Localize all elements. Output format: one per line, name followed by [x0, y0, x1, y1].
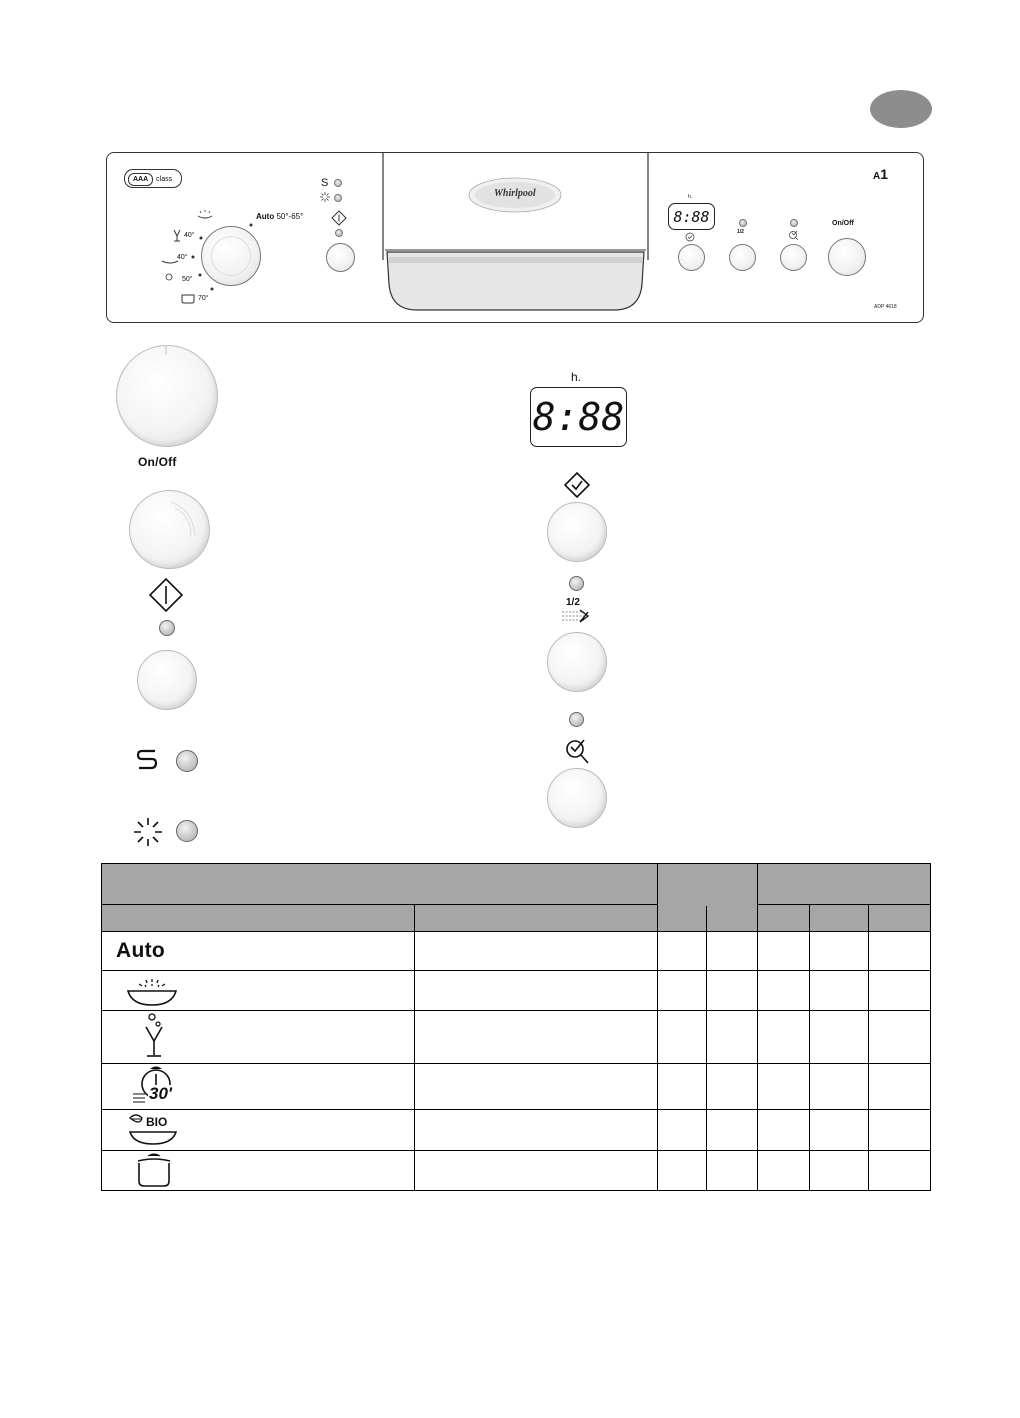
panel-display-value: 8:88 — [673, 207, 710, 226]
program-table — [101, 863, 931, 1191]
half-load-label: 1/2 — [566, 597, 580, 608]
delay-start-button[interactable] — [547, 502, 607, 562]
panel-auto-temp: 50°-65° — [276, 212, 304, 221]
energy-class-rating: AAA — [128, 173, 153, 186]
table-cell — [707, 1151, 758, 1191]
brand-logo: Whirlpool — [494, 188, 536, 199]
panel-temp-glass: 40° — [184, 232, 195, 239]
header-description — [415, 905, 658, 932]
panel-salt-lamp — [334, 179, 342, 187]
bio-label: BIO — [146, 1115, 168, 1129]
panel-delay-button[interactable] — [678, 244, 705, 271]
panel-auto-label — [256, 212, 303, 221]
panel-display — [668, 203, 715, 230]
table-cell — [658, 1151, 707, 1191]
hours-label: h. — [571, 370, 582, 384]
panel-temp-bio: 40° — [177, 254, 188, 261]
cancel-lamp — [569, 712, 584, 727]
salt-icon — [135, 747, 161, 773]
table-cell — [758, 1064, 810, 1110]
table-row — [102, 1064, 931, 1110]
start-button[interactable] — [137, 650, 197, 710]
language-indicator — [870, 90, 932, 128]
table-cell — [810, 1110, 869, 1151]
table-row — [102, 1110, 931, 1151]
table-cell — [707, 1064, 758, 1110]
table-row — [102, 1151, 931, 1191]
rapid-label: 30' — [149, 1084, 172, 1103]
table-cell — [415, 932, 658, 971]
table-header-row-1 — [102, 864, 931, 905]
intensive-pot-icon — [134, 1151, 194, 1190]
table-cell — [658, 971, 707, 1011]
table-cell — [810, 1151, 869, 1191]
table-cell — [707, 971, 758, 1011]
program-intensive-cell — [102, 1151, 415, 1191]
table-row — [102, 932, 931, 971]
program-prewash-cell — [102, 971, 415, 1011]
half-load-icon — [560, 608, 594, 624]
table-cell — [869, 1151, 931, 1191]
time-display-value: 8:88 — [532, 395, 625, 439]
panel-door — [382, 152, 649, 312]
table-cell — [415, 1064, 658, 1110]
panel-start-icon — [331, 210, 347, 226]
start-lamp — [159, 620, 175, 636]
table-cell — [758, 1011, 810, 1064]
table-cell — [415, 1011, 658, 1064]
table-cell — [869, 1064, 931, 1110]
table-cell — [658, 1110, 707, 1151]
energy-class-text: class — [156, 176, 173, 183]
start-icon — [148, 577, 184, 613]
onoff-knob[interactable] — [116, 345, 218, 447]
table-cell — [869, 932, 931, 971]
panel-cancel-button[interactable] — [780, 244, 807, 271]
panel-halfload-label: 1/2 — [737, 229, 744, 235]
table-cell — [707, 1011, 758, 1064]
table-cell — [869, 1011, 931, 1064]
table-cell — [758, 1151, 810, 1191]
header-program-group — [102, 864, 658, 905]
panel-halfload-button[interactable] — [729, 244, 756, 271]
header-program — [102, 905, 415, 932]
panel-halfload-lamp — [739, 219, 747, 227]
prewash-icon — [122, 971, 182, 1010]
table-row — [102, 971, 931, 1011]
table-cell — [810, 1011, 869, 1064]
program-selector-grip — [129, 490, 208, 567]
rinse-aid-icon — [132, 816, 164, 848]
panel-badge: A1 — [873, 166, 889, 182]
table-cell — [707, 1110, 758, 1151]
table-cell — [758, 932, 810, 971]
onoff-label: On/Off — [138, 455, 177, 469]
table-cell — [415, 1151, 658, 1191]
rinse-aid-lamp — [176, 820, 198, 842]
table-cell — [758, 971, 810, 1011]
program-bio-cell — [102, 1110, 415, 1151]
table-cell — [415, 1110, 658, 1151]
time-display — [530, 387, 627, 447]
header-col-7 — [869, 905, 931, 932]
panel-hours-label: h. — [688, 194, 693, 200]
table-cell — [810, 971, 869, 1011]
table-cell — [658, 932, 707, 971]
header-data-group — [758, 864, 931, 905]
table-header-row-2 — [102, 905, 931, 932]
header-consumption-group — [658, 864, 758, 932]
table-cell — [758, 1110, 810, 1151]
table-row — [102, 1011, 931, 1064]
panel-model: ADP 4618 — [874, 304, 897, 310]
program-rapid-cell — [102, 1064, 415, 1110]
panel-auto-word: Auto — [256, 212, 275, 221]
half-load-lamp — [569, 576, 584, 591]
program-auto-label: Auto — [102, 932, 415, 971]
panel-rinse-icon — [319, 191, 331, 203]
table-cell — [869, 1110, 931, 1151]
panel-temp-rapid: 50° — [182, 276, 193, 283]
delay-start-icon — [564, 472, 590, 498]
table-cell — [415, 971, 658, 1011]
panel-onoff-label: On/Off — [832, 220, 854, 227]
onoff-knob-marker — [165, 345, 167, 355]
panel-cancel-icon — [788, 230, 799, 241]
half-load-button[interactable] — [547, 632, 607, 692]
program-glass-cell — [102, 1011, 415, 1064]
panel-start-button[interactable] — [326, 243, 355, 272]
glass-icon — [140, 1011, 180, 1063]
header-col-6 — [810, 905, 869, 932]
panel-badge-number: 1 — [880, 166, 889, 182]
cancel-reset-button[interactable] — [547, 768, 607, 828]
table-cell — [869, 971, 931, 1011]
cancel-reset-icon — [564, 737, 592, 765]
table-cell — [810, 932, 869, 971]
panel-program-icons — [160, 205, 260, 305]
salt-lamp — [176, 750, 198, 772]
panel-cancel-lamp — [790, 219, 798, 227]
panel-start-lamp — [335, 229, 343, 237]
panel-delay-icon — [685, 232, 695, 242]
panel-temp-intensive: 70° — [198, 295, 209, 302]
table-cell — [707, 932, 758, 971]
panel-rinse-lamp — [334, 194, 342, 202]
panel-onoff-button[interactable] — [828, 238, 866, 276]
header-col-5 — [758, 905, 810, 932]
panel-salt-icon: S — [321, 177, 329, 189]
table-cell — [658, 1011, 707, 1064]
table-cell — [658, 1064, 707, 1110]
energy-class-badge — [124, 169, 182, 188]
table-cell — [810, 1064, 869, 1110]
